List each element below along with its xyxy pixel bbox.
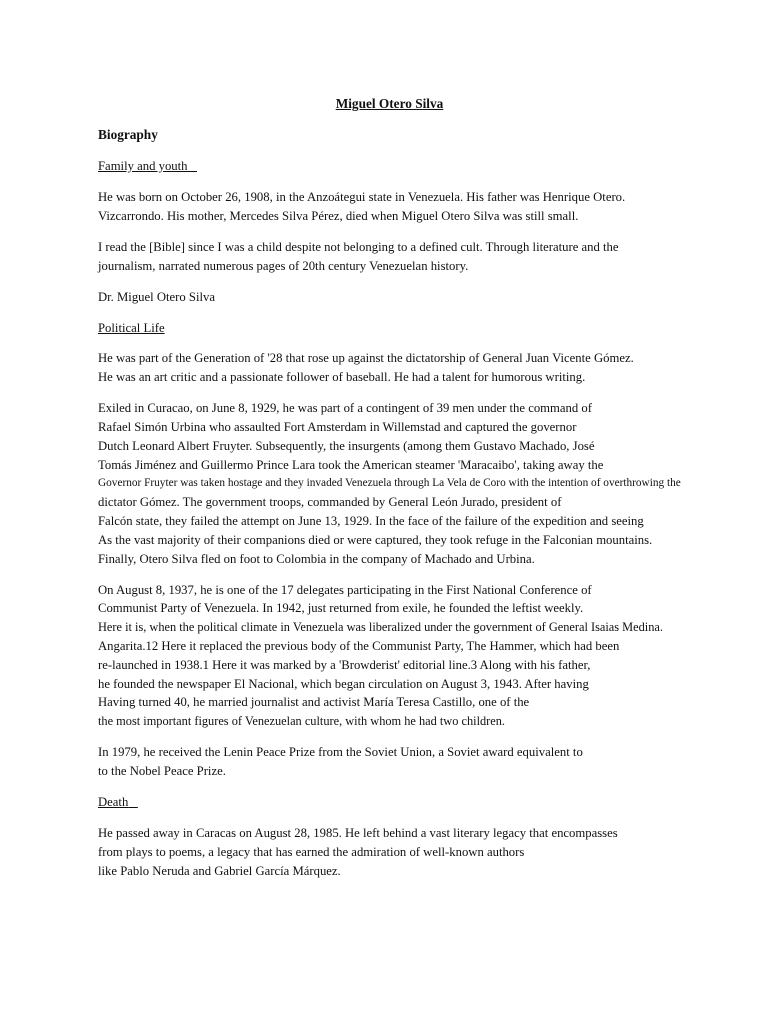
paragraph-line: He passed away in Caracas on August 28, 1985. He left behind a vast literary legacy that encompasses — [98, 825, 618, 840]
paragraph-line: Falcón state, they failed the attempt on June 13, 1929. In the face of the failure of the expedition and seeing — [98, 514, 644, 529]
paragraph-line: He was an art critic and a passionate follower of baseball. He had a talent for humorous writing. — [98, 370, 586, 385]
paragraph-line: like Pablo Neruda and Gabriel García Márquez. — [98, 863, 341, 878]
paragraph — [98, 238, 758, 276]
heading-block — [98, 126, 758, 145]
paragraph-line: journalism, narrated numerous pages of 20th century Venezuelan history. — [98, 258, 469, 273]
paragraph-line: Having turned 40, he married journalist and activist María Teresa Castillo, one of the — [98, 695, 530, 710]
paragraph-line: Here it is, when the political climate in Venezuela was liberalized under the government of General Isaias Medina. — [98, 620, 663, 635]
biography-heading: Biography — [98, 126, 158, 142]
document-body — [98, 95, 758, 893]
paragraph-line: Governor Fruyter was taken hostage and they invaded Venezuela through La Vela de Coro with the intention of overthrowing the — [98, 477, 681, 490]
paragraph-line: Finally, Otero Silva fled on foot to Colombia in the company of Machado and Urbina. — [98, 551, 535, 566]
title-block — [98, 95, 681, 114]
paragraph-line: he founded the newspaper El Nacional, which began circulation on August 3, 1943. After having — [98, 676, 589, 691]
paragraph-line: As the vast majority of their companions died or were captured, they took refuge in the Falconian mountains. — [98, 532, 653, 547]
section-heading-political-life: Political Life — [98, 320, 165, 335]
paragraph-line: Rafael Simón Urbina who assaulted Fort Amsterdam in Willemstad and captured the governor — [98, 420, 577, 435]
paragraph-line: to the Nobel Peace Prize. — [98, 763, 226, 778]
paragraph-line: Communist Party of Venezuela. In 1942, just returned from exile, he founded the leftist weekly. — [98, 601, 584, 616]
paragraph-line: the most important figures of Venezuelan culture, with whom he had two children. — [98, 714, 506, 729]
paragraph-line: Tomás Jiménez and Guillermo Prince Lara took the American steamer 'Maracaibo', taking away the — [98, 457, 604, 472]
byline-block — [98, 288, 758, 307]
paragraph-line: Vizcarrondo. His mother, Mercedes Silva Pérez, died when Miguel Otero Silva was still small. — [98, 208, 579, 223]
paragraph-line: In 1979, he received the Lenin Peace Prize from the Soviet Union, a Soviet award equivalent to — [98, 745, 583, 760]
paragraph-line: dictator Gómez. The government troops, commanded by General León Jurado, president of — [98, 495, 562, 510]
paragraph-line: He was born on October 26, 1908, in the Anzoátegui state in Venezuela. His father was Henrique Otero. — [98, 189, 626, 204]
paragraph-line: from plays to poems, a legacy that has earned the admiration of well-known authors — [98, 844, 525, 859]
section-heading-block — [98, 319, 758, 338]
paragraph — [98, 581, 758, 731]
paragraph — [98, 399, 758, 568]
paragraph-line: Dutch Leonard Albert Fruyter. Subsequently, the insurgents (among them Gustavo Machado, José — [98, 438, 595, 453]
section-heading-block — [98, 793, 758, 812]
paragraph-line: re-launched in 1938.1 Here it was marked by a 'Browderist' editorial line.3 Along with his father, — [98, 657, 591, 672]
paragraph-line: Exiled in Curacao, on June 8, 1929, he was part of a contingent of 39 men under the command of — [98, 401, 592, 416]
byline: Dr. Miguel Otero Silva — [98, 289, 215, 304]
paragraph — [98, 188, 758, 226]
paragraph-line: I read the [Bible] since I was a child despite not belonging to a defined cult. Through literature and the — [98, 239, 619, 254]
document-title: Miguel Otero Silva — [335, 96, 444, 111]
paragraph-line: He was part of the Generation of '28 that rose up against the dictatorship of General Juan Vicente Gómez. — [98, 351, 634, 366]
section-heading-block — [98, 157, 758, 176]
paragraph — [98, 349, 758, 387]
paragraph-line: Angarita.12 Here it replaced the previous body of the Communist Party, The Hammer, which had been — [98, 639, 620, 654]
paragraph-line: On August 8, 1937, he is one of the 17 delegates participating in the First National Conference of — [98, 582, 592, 597]
paragraph — [98, 824, 758, 880]
paragraph — [98, 743, 758, 781]
section-heading-death: Death — [98, 794, 129, 809]
section-heading-family-and-youth: Family and youth — [98, 158, 188, 173]
